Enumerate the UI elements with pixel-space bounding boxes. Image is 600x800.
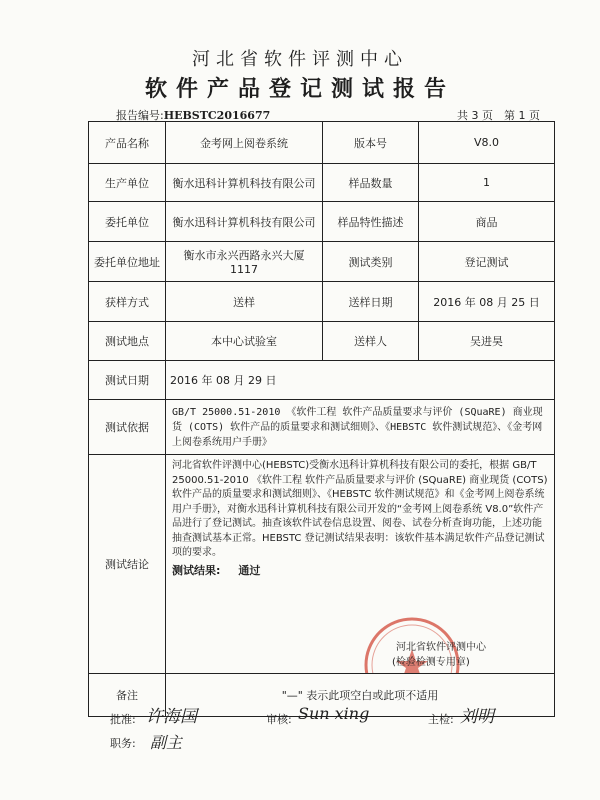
position-signature: 副主 [150,733,183,752]
approver-label: 批准: [110,713,136,726]
delivery-date-label: 送样日期 [323,282,419,322]
product-name-value: 金考网上阅卷系统 [166,122,323,164]
conclusion-label: 测试结论 [89,455,166,674]
conclusion-cell [166,455,555,674]
report-number-label: 报告编号: [116,109,164,122]
issuer-name: 河北省软件评测中心 [396,642,486,653]
reviewer-label: 审核: [266,713,292,726]
remark-value: "—" 表示此项空白或此项不适用 [166,674,555,717]
report-table [88,121,555,717]
inspector-signature: 刘明 [460,707,494,727]
report-number-value: HEBSTC2016677 [163,109,271,122]
sender-label: 送样人 [323,322,419,361]
sample-qty-label: 样品数量 [323,164,419,202]
producer-label: 生产单位 [89,164,166,202]
test-result [172,564,548,579]
test-result-label: 测试结果: [172,563,221,577]
test-basis-label: 测试依据 [89,400,166,455]
approver-signature: 许海国 [146,707,197,727]
test-site-label: 测试地点 [89,322,166,361]
conclusion-text: 河北省软件评测中心(HEBSTC)受衡水迅科计算机科技有限公司的委托，根据 GB/T 25000.51-2010 《软件工程 软件产品质量要求与评价 (SQuaRE) 商业现货 (COTS) 软件产品的质量要求和测试细则》、《HEBSTC 软件测试规范》和《金考网上阅卷系统用户手册》，对衡水迅科计算机科技有限公司开发的“金考网上阅卷系统 V8.0”软件产品进行了登记测试。抽查该软件试卷信息设置、阅卷、试卷分析查询功能，上述功能抽查测试基本正常。HEBSTC 登记测试结果表明：该软件基本满足软件产品登记测试项的要求。 [172,460,548,558]
client-address-value: 衡水市永兴西路永兴大厦 1117 [166,242,323,282]
test-date-label: 测试日期 [89,361,166,400]
client-value: 衡水迅科计算机科技有限公司 [166,202,323,242]
position-label: 职务: [110,737,136,750]
sender-value: 吴进昊 [419,322,555,361]
producer-value: 衡水迅科计算机科技有限公司 [166,164,323,202]
delivery-date-value: 2016 年 08 月 25 日 [419,282,555,322]
version-value: V8.0 [419,122,555,164]
page-count: 共 3 页 第 1 页 [457,109,540,122]
sampling-label: 获样方式 [89,282,166,322]
org-name-heading: 河北省软件评测中心 [192,49,408,70]
remark-label: 备注 [89,674,166,717]
client-label: 委托单位 [89,202,166,242]
sample-desc-label: 样品特性描述 [323,202,419,242]
test-result-value: 通过 [238,563,261,577]
client-address-label: 委托单位地址 [89,242,166,282]
report-title: 软件产品登记测试报告 [144,77,455,102]
sample-qty-value: 1 [419,164,555,202]
product-name-label: 产品名称 [89,122,166,164]
test-basis-value: GB/T 25000.51-2010 《软件工程 软件产品质量要求与评价 (SQuaRE) 商业现货 (COTS) 软件产品的质量要求和测试细则》、《HEBSTC 软件测试规范》、《金考网上阅卷系统用户手册》 [166,400,555,455]
test-type-label: 测试类别 [323,242,419,282]
issuer-seal-note: (检验检测专用章) [392,657,470,668]
sampling-value: 送样 [166,282,323,322]
test-date-value: 2016 年 08 月 29 日 [166,361,555,400]
test-site-value: 本中心试验室 [166,322,323,361]
sample-desc-value: 商品 [419,202,555,242]
test-type-value: 登记测试 [419,242,555,282]
inspector-label: 主检: [428,713,454,726]
version-label: 版本号 [323,122,419,164]
reviewer-signature: Sun xing [298,704,370,723]
